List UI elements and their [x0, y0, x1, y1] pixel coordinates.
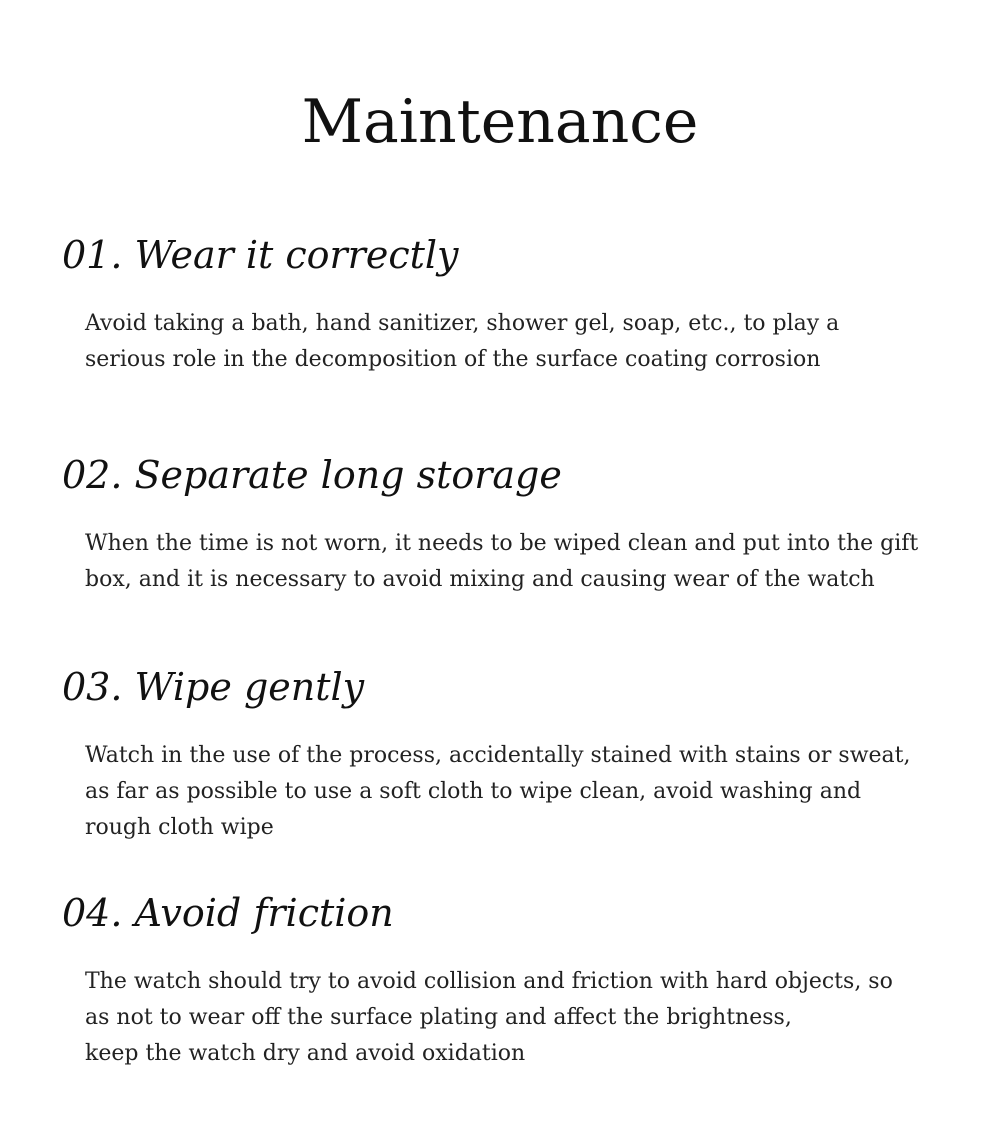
section-heading: 04. Avoid friction	[62, 891, 394, 935]
section-body	[85, 306, 985, 378]
section-body	[85, 738, 985, 846]
body-line: Avoid taking a bath, hand sanitizer, shower gel, soap, etc., to play a	[85, 311, 840, 336]
body-line: as not to wear off the surface plating and affect the brightness,	[85, 1005, 792, 1030]
section-heading: 01. Wear it correctly	[62, 233, 459, 277]
section-heading: 02. Separate long storage	[62, 453, 562, 497]
section-body	[85, 526, 985, 598]
body-line: keep the watch dry and avoid oxidation	[85, 1041, 526, 1066]
body-line: serious role in the decomposition of the surface coating corrosion	[85, 347, 821, 372]
page-title: Maintenance	[301, 87, 699, 157]
section-body	[85, 964, 985, 1072]
body-line: The watch should try to avoid collision and friction with hard objects, so	[85, 969, 893, 994]
body-line: rough cloth wipe	[85, 815, 274, 840]
body-line: box, and it is necessary to avoid mixing and causing wear of the watch	[85, 567, 875, 592]
body-line: as far as possible to use a soft cloth to wipe clean, avoid washing and	[85, 779, 862, 804]
section-heading: 03. Wipe gently	[62, 665, 365, 709]
body-line: When the time is not worn, it needs to be wiped clean and put into the gift	[85, 531, 919, 556]
body-line: Watch in the use of the process, accidentally stained with stains or sweat,	[85, 743, 911, 768]
